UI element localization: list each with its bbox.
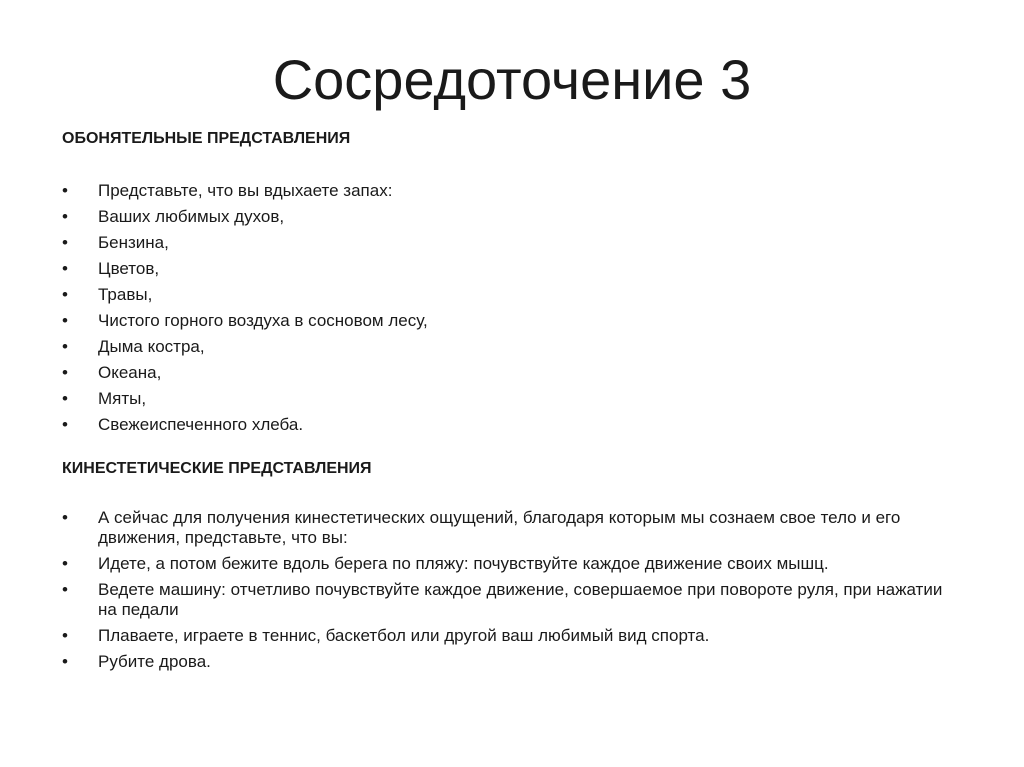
list-item-text: Дыма костра, — [98, 337, 205, 356]
section-heading-olfactory: ОБОНЯТЕЛЬНЫЕ ПРЕДСТАВЛЕНИЯ — [62, 130, 351, 147]
bullet-icon: • — [62, 389, 68, 408]
list-item — [62, 282, 962, 308]
list-item-text: Бензина, — [98, 233, 169, 252]
bullet-list-kinesthetic — [62, 508, 962, 672]
bullet-icon: • — [62, 652, 68, 671]
list-item — [62, 178, 962, 204]
list-item-text: Цветов, — [98, 259, 160, 278]
list-item — [62, 308, 962, 334]
list-item — [62, 508, 962, 548]
bullet-icon: • — [62, 626, 68, 645]
list-item-text: Ваших любимых духов, — [98, 207, 285, 226]
list-item — [62, 626, 962, 646]
list-item-text: А сейчас для получения кинестетических ощущений, благодаря которым мы сознаем свое тело и его движения, представьте, что вы: — [98, 508, 901, 547]
bullet-icon: • — [62, 415, 68, 434]
bullet-icon: • — [62, 580, 68, 599]
list-item — [62, 412, 962, 438]
list-item — [62, 204, 962, 230]
list-item — [62, 386, 962, 412]
bullet-icon: • — [62, 311, 68, 330]
list-item-text: Чистого горного воздуха в сосновом лесу, — [98, 311, 428, 330]
list-item — [62, 334, 962, 360]
bullet-icon: • — [62, 233, 68, 252]
list-item — [62, 554, 962, 574]
list-item-text: Ведете машину: отчетливо почувствуйте каждое движение, совершаемое при повороте руля, при нажатии на педали — [98, 580, 943, 619]
list-item-text: Океана, — [98, 363, 162, 382]
slide-title: Сосредоточение 3 — [272, 48, 752, 111]
spacer — [62, 482, 962, 508]
list-item-text: Идете, а потом бежите вдоль берега по пляжу: почувствуйте каждое движение своих мышц. — [98, 554, 829, 573]
list-item — [62, 256, 962, 282]
slide-content — [62, 126, 962, 678]
list-item — [62, 230, 962, 256]
list-item — [62, 652, 962, 672]
bullet-icon: • — [62, 207, 68, 226]
bullet-icon: • — [62, 259, 68, 278]
list-item — [62, 580, 962, 620]
bullet-icon: • — [62, 337, 68, 356]
bullet-list-olfactory — [62, 178, 962, 438]
list-item-text: Плаваете, играете в теннис, баскетбол или другой ваш любимый вид спорта. — [98, 626, 710, 645]
bullet-icon: • — [62, 554, 68, 573]
bullet-icon: • — [62, 285, 68, 304]
bullet-icon: • — [62, 181, 68, 200]
spacer — [62, 152, 962, 178]
section-heading-kinesthetic: КИНЕСТЕТИЧЕСКИЕ ПРЕДСТАВЛЕНИЯ — [62, 460, 372, 477]
bullet-icon: • — [62, 363, 68, 382]
list-item-text: Мяты, — [98, 389, 147, 408]
list-item-text: Травы, — [98, 285, 153, 304]
bullet-icon: • — [62, 508, 68, 527]
list-item-text: Свежеиспеченного хлеба. — [98, 415, 304, 434]
list-item — [62, 360, 962, 386]
list-item-text: Представьте, что вы вдыхаете запах: — [98, 181, 393, 200]
list-item-text: Рубите дрова. — [98, 652, 211, 671]
